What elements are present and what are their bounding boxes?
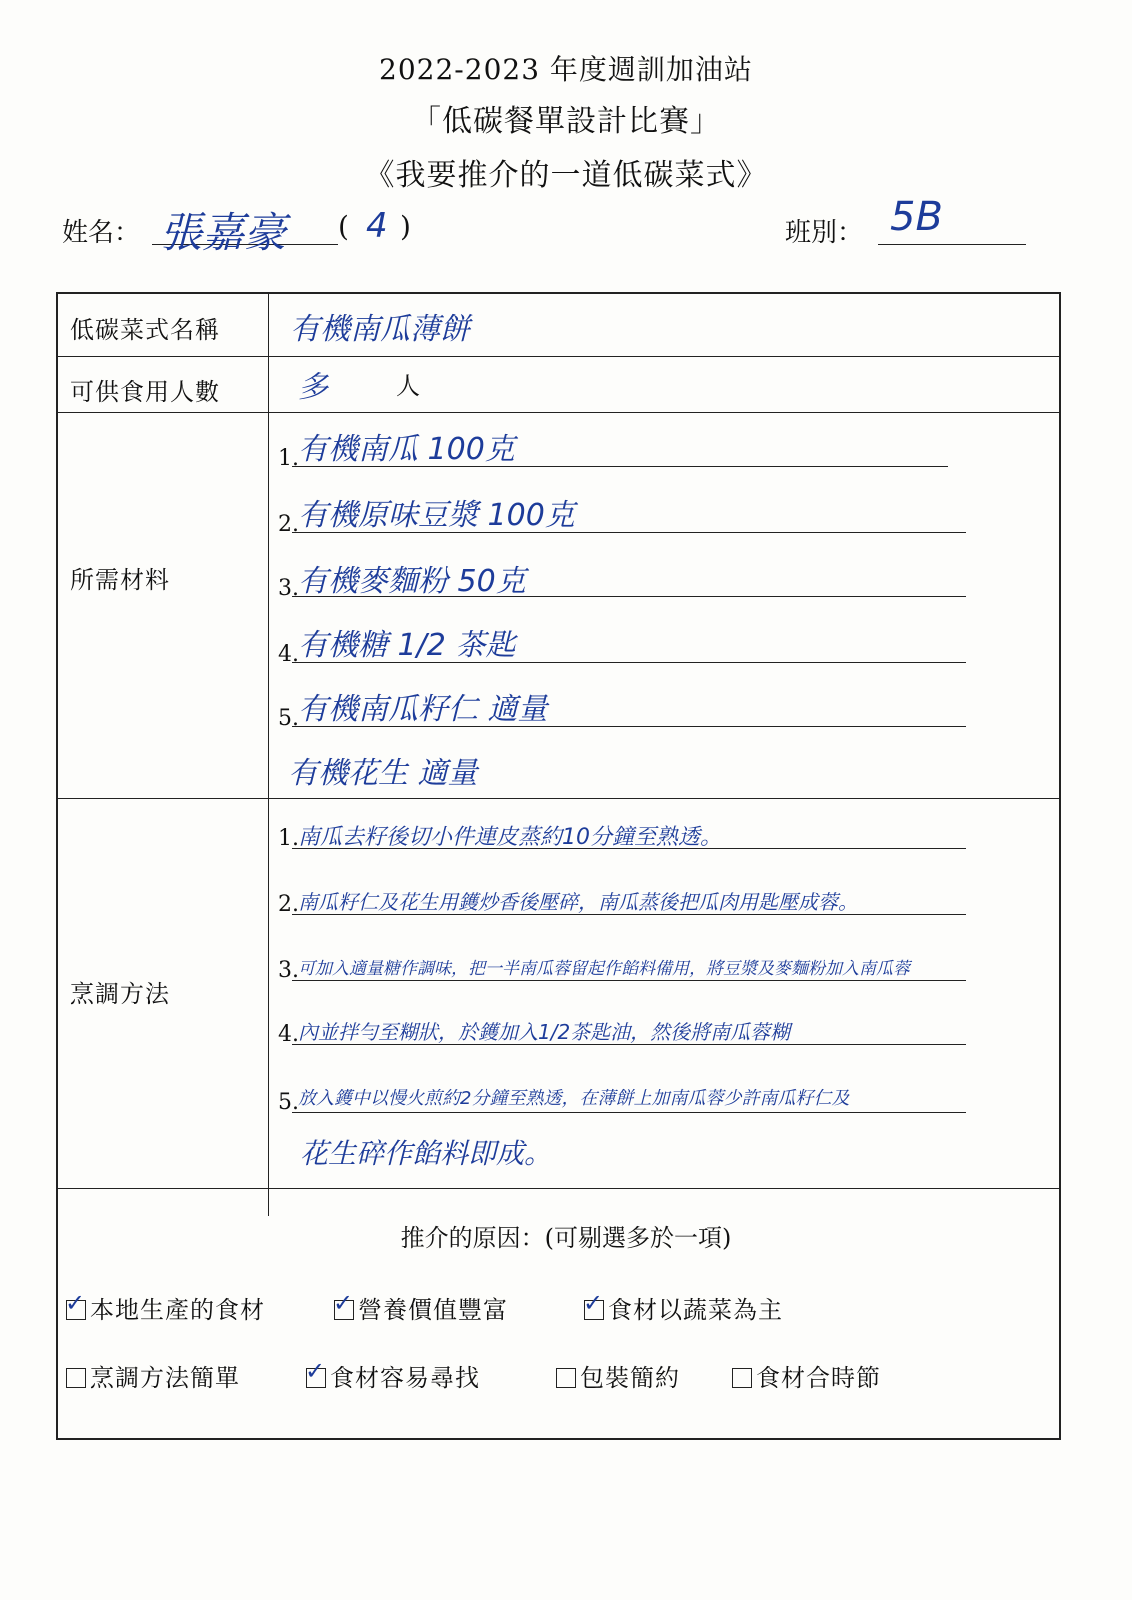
checkbox[interactable]: [556, 1368, 576, 1388]
class-label: 班別：: [785, 218, 864, 248]
name-label: 姓名：: [62, 218, 141, 248]
ingredient-item[interactable]: 有機南瓜籽仁 適量: [298, 692, 548, 727]
ingredient-number: 2.: [278, 512, 299, 537]
table-divider: [56, 1188, 1061, 1189]
reason-option[interactable]: [334, 1290, 508, 1325]
checkbox[interactable]: [732, 1368, 752, 1388]
method-number: 1.: [278, 826, 299, 851]
check-mark-icon: ✓: [583, 1289, 605, 1317]
table-divider: [56, 798, 1061, 799]
reason-option[interactable]: [306, 1358, 480, 1393]
title-line-2: 「低碳餐單設計比賽」: [411, 104, 721, 139]
method-extra[interactable]: 花生碎作餡料即成。: [300, 1137, 553, 1170]
method-number: 5.: [278, 1090, 299, 1115]
checkbox[interactable]: [65, 1289, 87, 1320]
check-mark-icon: ✓: [333, 1289, 355, 1317]
method-line: [292, 980, 966, 981]
servings-value[interactable]: 多: [298, 370, 328, 405]
reason-label: 本地生產的食材: [90, 1296, 265, 1324]
form-table: [56, 292, 1061, 1440]
name-value[interactable]: 張嘉豪: [160, 208, 287, 257]
reason-label: 食材以蔬菜為主: [608, 1296, 783, 1324]
table-divider: [56, 356, 1061, 357]
reason-label: 包裝簡約: [580, 1364, 680, 1392]
dish-name-label: 低碳菜式名稱: [70, 316, 220, 344]
method-line: [292, 1112, 966, 1113]
reason-option[interactable]: [732, 1358, 881, 1393]
ingredient-number: 1.: [278, 446, 299, 471]
reasons-header: 推介的原因：(可剔選多於一項): [400, 1224, 732, 1252]
method-step[interactable]: 可加入適量糖作調味，把一半南瓜蓉留起作餡料備用，將豆漿及麥麵粉加入南瓜蓉: [298, 959, 910, 979]
title-line-3: 《我要推介的一道低碳菜式》: [364, 158, 768, 193]
method-number: 3.: [278, 958, 299, 983]
reason-label: 食材合時節: [756, 1364, 881, 1392]
dish-name-value[interactable]: 有機南瓜薄餅: [290, 312, 470, 347]
check-mark-icon: ✓: [65, 1289, 87, 1317]
method-step[interactable]: 南瓜去籽後切小件連皮蒸約10分鐘至熟透。: [298, 825, 722, 850]
title-line-1: 2022-2023 年度週訓加油站: [379, 53, 753, 86]
ingredient-item[interactable]: 有機南瓜 100克: [298, 432, 515, 467]
class-underline: [878, 244, 1026, 245]
class-number-open: (: [338, 210, 349, 243]
servings-label: 可供食用人數: [70, 378, 220, 406]
method-step[interactable]: 南瓜籽仁及花生用鑊炒香後壓碎，南瓜蒸後把瓜肉用匙壓成蓉。: [298, 890, 858, 914]
reason-option[interactable]: [66, 1290, 265, 1325]
ingredients-label: 所需材料: [70, 566, 170, 594]
checkbox[interactable]: [305, 1357, 327, 1388]
servings-unit: 人: [396, 372, 420, 400]
table-column-divider: [268, 292, 269, 1216]
checkbox[interactable]: [583, 1289, 605, 1320]
method-step[interactable]: 放入鑊中以慢火煎約2分鐘至熟透，在薄餅上加南瓜蓉少許南瓜籽仁及: [298, 1088, 850, 1109]
reason-option[interactable]: [584, 1290, 783, 1325]
reason-label: 烹調方法簡單: [90, 1364, 240, 1392]
reason-label: 營養價值豐富: [358, 1296, 508, 1324]
ingredient-number: 3.: [278, 576, 299, 601]
reason-option[interactable]: [66, 1358, 240, 1393]
ingredient-extra[interactable]: 有機花生 適量: [288, 756, 478, 791]
reason-label: 食材容易尋找: [330, 1364, 480, 1392]
method-step[interactable]: 內並拌勻至糊狀，於鑊加入1/2茶匙油，然後將南瓜蓉糊: [298, 1020, 791, 1044]
checkbox[interactable]: [333, 1289, 355, 1320]
ingredient-item[interactable]: 有機麥麵粉 50克: [298, 564, 526, 599]
ingredient-item[interactable]: 有機糖 1/2 茶匙: [298, 628, 516, 663]
reason-option[interactable]: [556, 1358, 680, 1393]
checkbox[interactable]: [66, 1368, 86, 1388]
ingredient-item[interactable]: 有機原味豆漿 100克: [298, 498, 575, 533]
class-value[interactable]: 5B: [890, 194, 943, 240]
check-mark-icon: ✓: [305, 1357, 327, 1385]
method-label: 烹調方法: [70, 980, 170, 1008]
ingredient-number: 5.: [278, 706, 299, 731]
method-number: 2.: [278, 892, 299, 917]
class-number-close: ): [400, 210, 411, 243]
method-number: 4.: [278, 1022, 299, 1047]
class-number[interactable]: 4: [366, 206, 388, 246]
ingredient-number: 4.: [278, 642, 299, 667]
table-divider: [56, 412, 1061, 413]
